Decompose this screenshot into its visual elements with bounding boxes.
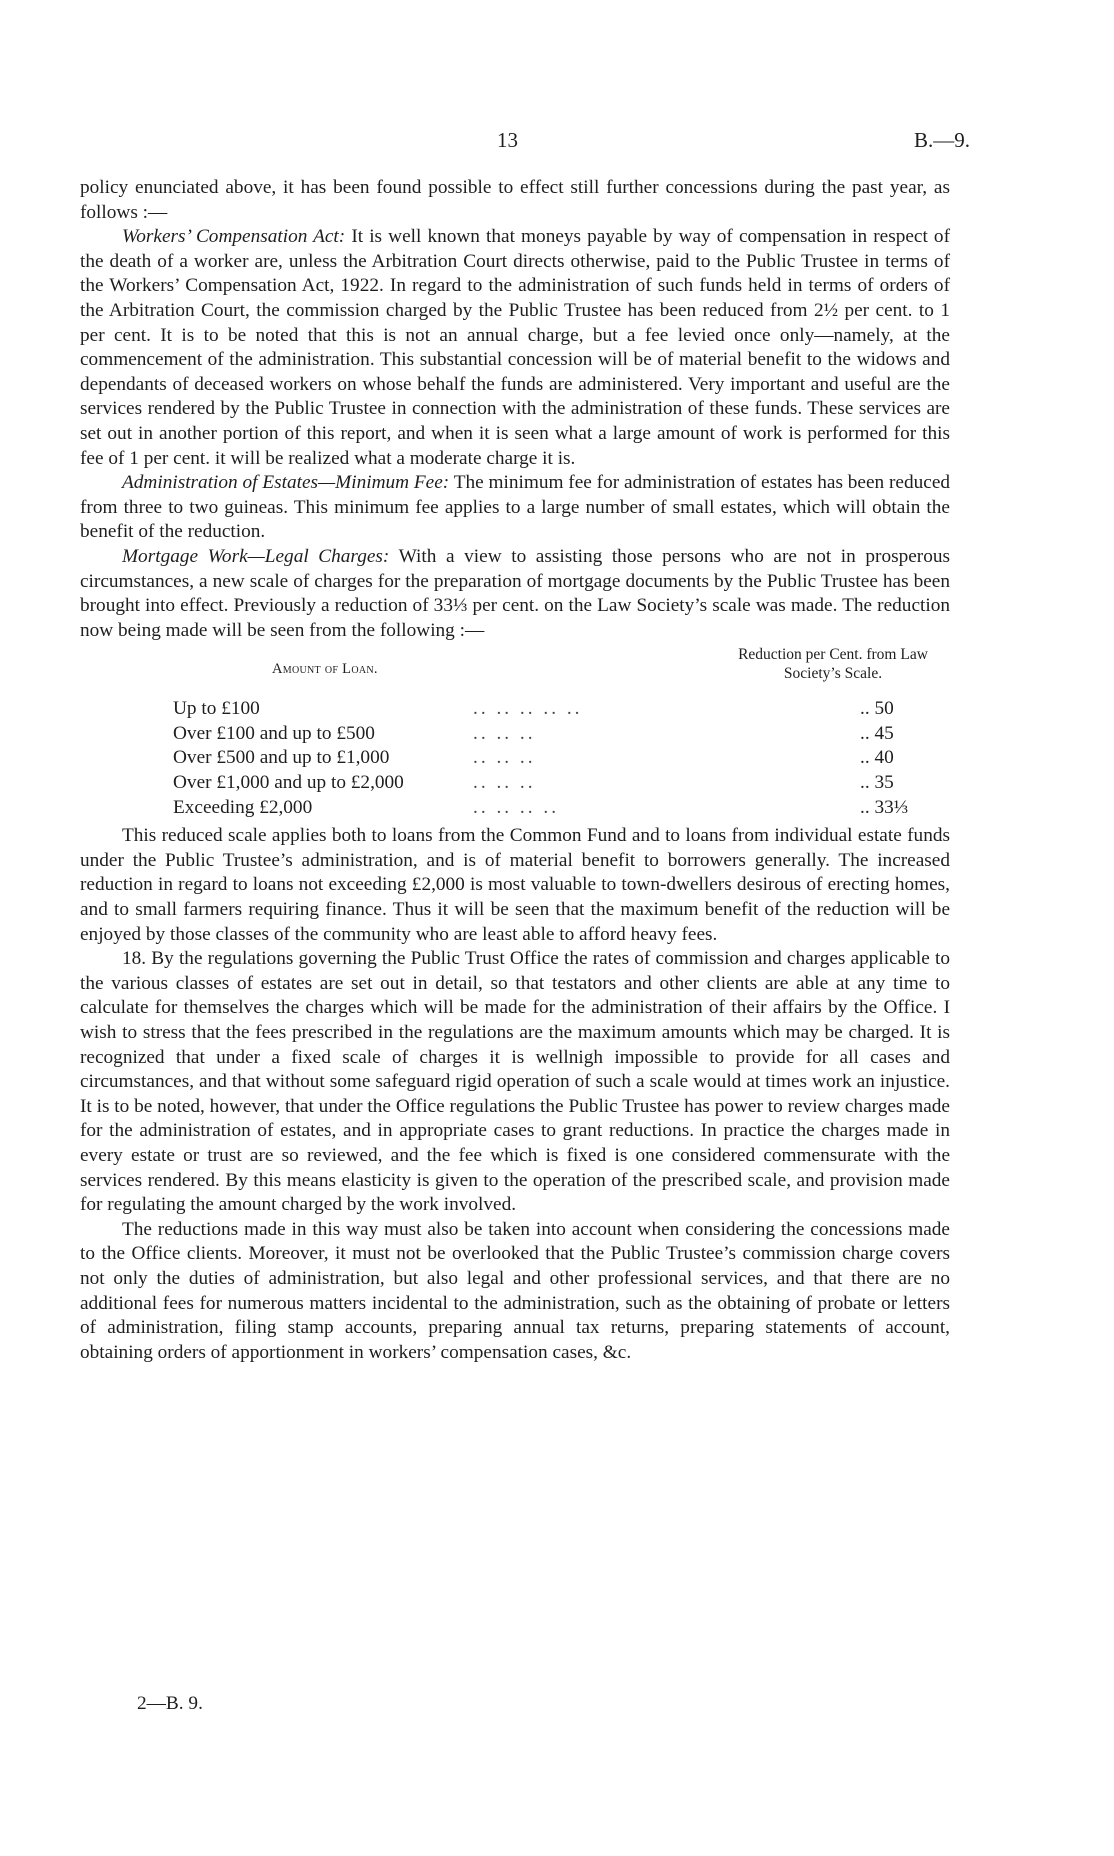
reduction-cell: .. 45 [860, 722, 894, 744]
mortgage-work-heading: Mortgage Work—Legal Charges: [122, 545, 390, 567]
paragraph-mortgage-work [80, 545, 950, 643]
leader-dots: .. .. .. [473, 722, 536, 744]
minimum-fee-heading: Administration of Estates—Minimum Fee: [122, 472, 450, 494]
paragraph-intro: policy enunciated above, it has been found possible to effect still further concessions during the past year, as follows :— [80, 177, 950, 223]
column-header-reduction: Reduction per Cent. from Law Society’s Scale. [738, 646, 928, 683]
loan-amount-cell: Over £100 and up to £500 [173, 722, 375, 744]
mortgage-work-text: With a view to assisting those persons who are not in prosperous circumstances, a new scale of charges for the preparation of mortgage documents by the Public Trustee has been brought into effect. Previously a reduction of 33⅓ per cent. on the Law Society’s scale was made. The reduction now being made will be seen from the following :— [80, 545, 951, 641]
loan-reduction-table [80, 697, 950, 820]
table-row [80, 722, 950, 747]
leader-dots: .. .. .. .. .. [473, 698, 583, 720]
table-row [80, 771, 950, 796]
workers-compensation-heading: Workers’ Compensation Act: [122, 226, 346, 248]
paper-reference: B.—9. [913, 128, 970, 152]
footer-signature: 2—B. 9. [137, 1693, 203, 1714]
loan-amount-cell: Over £1,000 and up to £2,000 [173, 772, 404, 794]
loan-table-header [80, 645, 950, 697]
column-header-amount: Amount of Loan. [272, 661, 378, 678]
loan-amount-cell: Exceeding £2,000 [173, 796, 313, 818]
workers-compensation-text: It is well known that moneys payable by way of compensation in respect of the death of a worker are, unless the Arbitration Court directs otherwise, paid to the Public Trustee in terms of the Workers’ Compensation Act, 1922. In regard to the administration of such funds held in terms of orders of the Arbitration Court, the commission charged by the Public Trustee has been reduced from 2½ per cent. to 1 per cent. It is to be noted that this is not an annual charge, but a fee levied once only—namely, at the commencement of the administration. This substantial concession will be of material benefit to the widows and dependants of deceased workers on whose behalf the funds are administered. Very important and useful are the services rendered by the Public Trustee in connection with the administration of these funds. These services are set out in another portion of this report, and when it is seen what a large amount of work is performed for this fee of 1 per cent. it will be realized what a moderate charge it is. [80, 226, 950, 469]
leader-dots: .. .. .. .. [473, 796, 560, 818]
body-text [80, 176, 950, 1365]
reduction-cell: .. 35 [860, 772, 894, 794]
minimum-fee-text: The minimum fee for administration of estates has been reduced from three to two guineas. This minimum fee applies to a large number of small estates, which will obtain the benefit of the reduction. [80, 472, 951, 543]
loan-amount-cell: Up to £100 [173, 698, 260, 720]
paragraph-workers-compensation [80, 225, 950, 471]
page-header [0, 128, 1114, 154]
leader-dots: .. .. .. [473, 747, 536, 769]
paragraph-reductions: The reductions made in this way must also be taken into account when considering the concessions made to the Office clients. Moreover, it must not be overlooked that the Public Trustee’s commission charge covers not only the duties of administration, but also legal and other professional services, and that there are no additional fees for numerous matters incidental to the administration, such as the obtaining of probate or letters of administration, filing stamp accounts, preparing annual tax returns, preparing statements of account, obtaining orders of apportionment in workers’ compensation cases, &c. [80, 1218, 950, 1363]
table-row [80, 697, 950, 722]
paragraph-minimum-fee [80, 471, 950, 545]
reduction-cell: .. 40 [860, 747, 894, 769]
leader-dots: .. .. .. [473, 772, 536, 794]
loan-amount-cell: Over £500 and up to £1,000 [173, 747, 390, 769]
page-number: 13 [497, 128, 518, 152]
reduction-cell: .. 50 [860, 698, 894, 720]
paragraph-reduced-scale: This reduced scale applies both to loans from the Common Fund and to loans from individual estate funds under the Public Trustee’s administration, and is of material benefit to borrowers generally. The increased reduction in regard to loans not exceeding £2,000 is most valuable to town-dwellers desirous of erecting homes, and to small farmers requiring finance. Thus it will be seen that the maximum benefit of the reduction will be enjoyed by those classes of the community who are least able to afford heavy fees. [80, 825, 950, 945]
table-row [80, 746, 950, 771]
reduction-cell: .. 33⅓ [860, 796, 909, 818]
paragraph-regulations: 18. By the regulations governing the Public Trust Office the rates of commission and charges applicable to the various classes of estates are set out in detail, so that testators and other clients are able at any time to calculate for themselves the charges which will be made for the administration of their affairs by the Office. I wish to stress that the fees prescribed in the regulations are the maximum amounts which may be charged. It is recognized that under a fixed scale of charges it is wellnigh impossible to provide for all cases and circumstances, and that without some safeguard rigid operation of such a scale would at times work an injustice. It is to be noted, however, that under the Office regulations the Public Trustee has power to review charges made for the administration of estates, and in appropriate cases to grant reductions. In practice the charges made in every estate or trust are so reviewed, and the fee which is fixed is one considered commensurate with the services rendered. By this means elasticity is given to the operation of the prescribed scale, and provision made for regulating the amount charged by the work involved. [80, 948, 950, 1216]
table-row [80, 796, 950, 821]
